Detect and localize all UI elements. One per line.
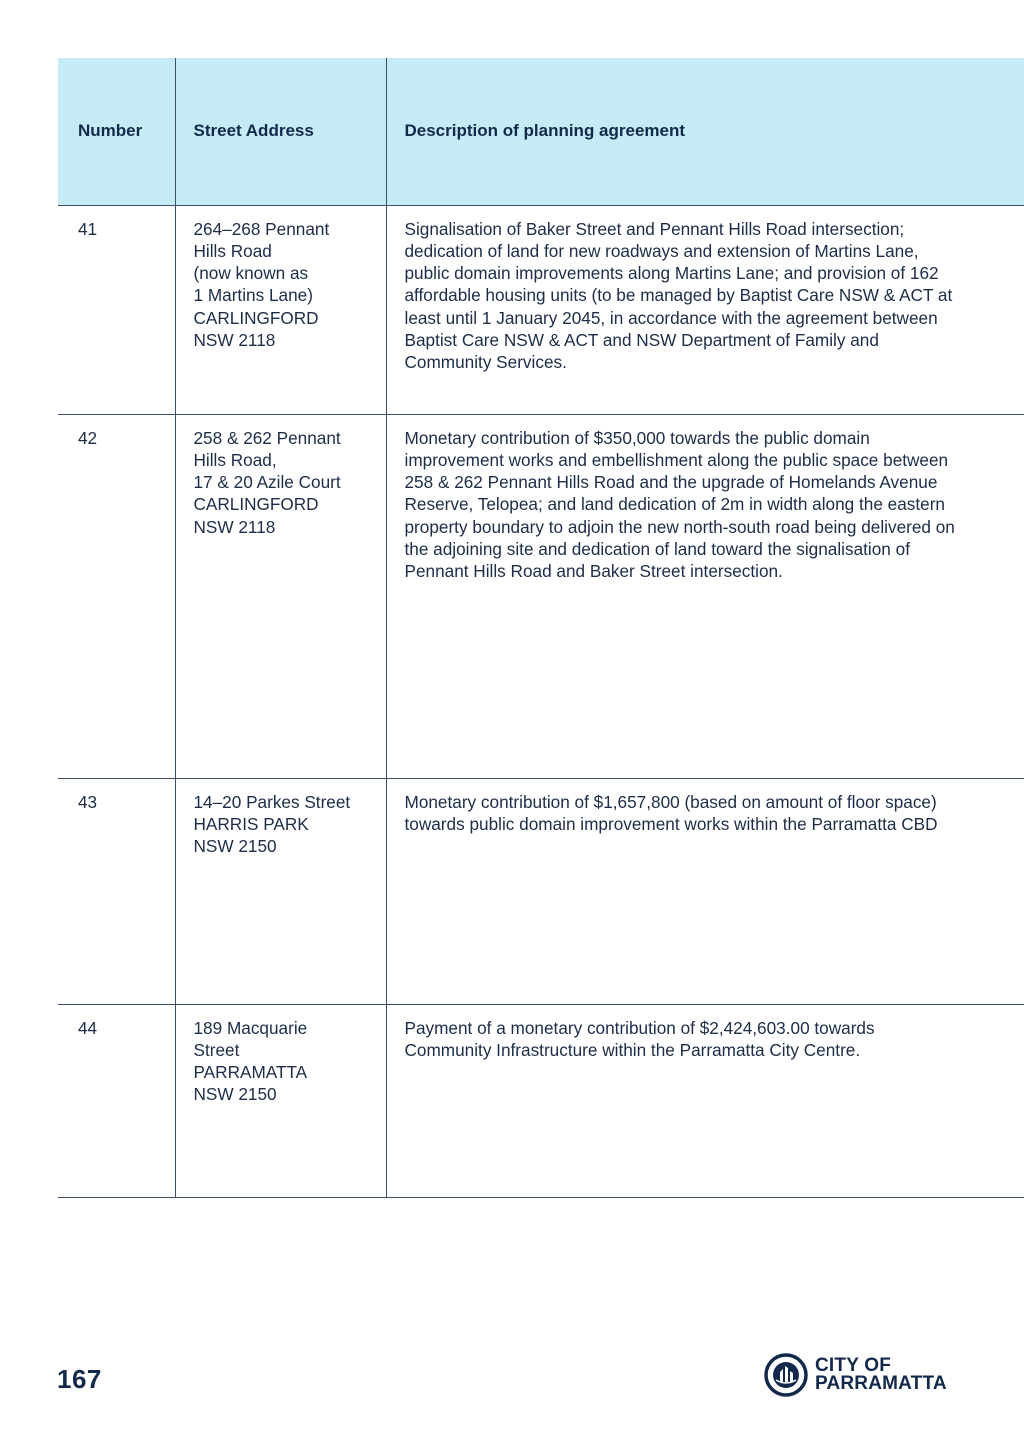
logo-wordmark bbox=[815, 1357, 947, 1393]
row-number: 44 bbox=[58, 1004, 175, 1197]
address-line: NSW 2118 bbox=[193, 516, 276, 537]
table-row bbox=[58, 1004, 1024, 1197]
address-line: Hills Road, bbox=[193, 449, 277, 470]
header-street-address: Street Address bbox=[175, 58, 386, 205]
table-header-row bbox=[58, 58, 1024, 205]
logo-line-2: PARRAMATTA bbox=[815, 1373, 947, 1394]
row-description: Signalisation of Baker Street and Pennant Hills Road intersection; dedication of land for new roadways and extension of Martins Lane, public domain improvements along Martins Lane; and provision of 162 affordable housing units (to be managed by Baptist Care NSW & ACT at least until 1 January 2045, in accordance with the agreement between Baptist Care NSW & ACT and NSW Department of Family and Community Services. bbox=[386, 205, 1024, 414]
address-line: 14–20 Parkes Street bbox=[193, 791, 351, 812]
row-description: Monetary contribution of $350,000 towards the public domain improvement works and embellishment along the public space between 258 & 262 Pennant Hills Road and the upgrade of Homelands Avenue Reserve, Telopea; and land dedication of 2m in width along the eastern property boundary to adjoin the new north-south road being delivered on the adjoining site and dedication of land toward the signalisation of Pennant Hills Road and Baker Street intersection. bbox=[386, 414, 1024, 778]
row-description: Monetary contribution of $1,657,800 (based on amount of floor space) towards public domain improvement works within the Parramatta CBD bbox=[386, 778, 1024, 1004]
city-of-parramatta-logo bbox=[764, 1353, 947, 1397]
table-row bbox=[58, 414, 1024, 778]
row-number: 42 bbox=[58, 414, 175, 778]
address-line: Hills Road bbox=[193, 240, 272, 261]
table-row bbox=[58, 778, 1024, 1004]
city-of-parramatta-seal-icon bbox=[764, 1353, 808, 1397]
page-number: 167 bbox=[57, 1364, 102, 1394]
address-line: NSW 2150 bbox=[193, 836, 277, 857]
header-description: Description of planning agreement bbox=[386, 58, 1024, 205]
row-address bbox=[175, 1004, 386, 1197]
planning-agreements-table bbox=[58, 58, 1024, 1198]
row-number: 41 bbox=[58, 205, 175, 414]
address-line: NSW 2150 bbox=[193, 1084, 277, 1105]
address-line: Street bbox=[193, 1039, 240, 1060]
header-number: Number bbox=[58, 58, 175, 205]
address-line: HARRIS PARK bbox=[193, 813, 309, 834]
logo-line-1: CITY OF bbox=[815, 1355, 891, 1376]
table-row bbox=[58, 205, 1024, 414]
address-line: 258 & 262 Pennant bbox=[193, 427, 341, 448]
address-line: NSW 2118 bbox=[193, 329, 276, 350]
row-address bbox=[175, 205, 386, 414]
address-line: 264–268 Pennant bbox=[193, 218, 330, 239]
address-line: PARRAMATTA bbox=[193, 1062, 308, 1083]
address-line: CARLINGFORD bbox=[193, 307, 319, 328]
address-line: 189 Macquarie bbox=[193, 1017, 308, 1038]
row-description: Payment of a monetary contribution of $2,424,603.00 towards Community Infrastructure within the Parramatta City Centre. bbox=[386, 1004, 1024, 1197]
row-address bbox=[175, 778, 386, 1004]
address-line: (now known as bbox=[193, 263, 309, 284]
row-number: 43 bbox=[58, 778, 175, 1004]
address-line: 17 & 20 Azile Court bbox=[193, 472, 341, 493]
address-line: 1 Martins Lane) bbox=[193, 285, 313, 306]
row-address bbox=[175, 414, 386, 778]
address-line: CARLINGFORD bbox=[193, 494, 319, 515]
